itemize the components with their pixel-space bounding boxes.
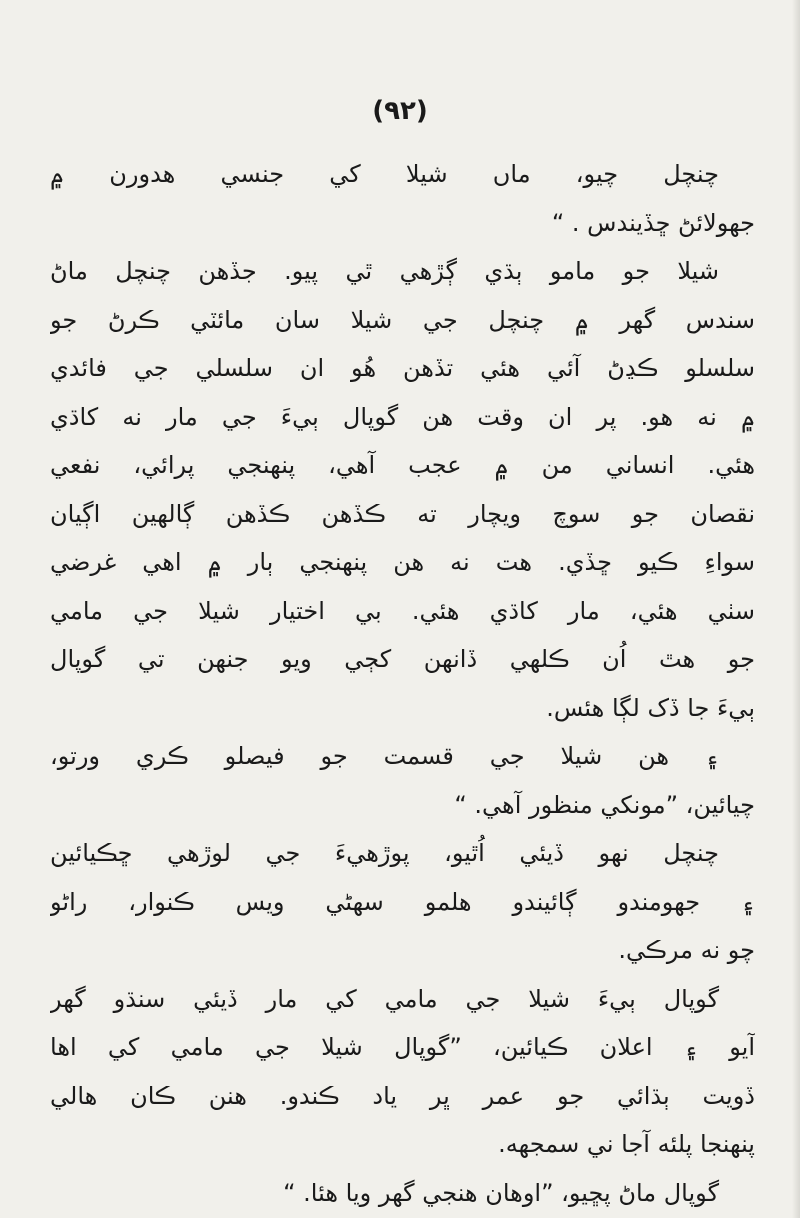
text-line: آيو ۽ اعلان ڪيائين، ”گوپال شيلا جي مامي کي اھا [50,1033,755,1061]
text-line: نقصان جو سوچ ويچار ته ڪڏھن ڪڏھن ڳالھين اڳيان [50,499,755,528]
text-line: ٻيءَ جا ڏک لڳا ھئس. [546,693,755,722]
text-line: سٺي ھئي، مار کاڌي ھئي. بي اختيار شيلا جي مامي [50,596,755,625]
text-line: سلسلو ڪڍڻ آئي ھئي تڏھن ھُو ان سلسلي جي فائدي [50,354,755,382]
page-number: (۹۲) [372,96,428,126]
text-line: چنچل نھو ڏيئي اُٿيو، پوڙھيءَ جي لوڙھي ڇڪيائين [50,839,719,867]
text-line: جھولائڻ ڇڏيندس . “ [551,208,755,237]
text-line: چنچل چيو، ماں شيلا کي جنسي ھدورن ۾ [50,160,719,188]
page-edge-shadow [792,0,800,1218]
text-line: سواءِ ڪيو ڇڏي. ھت نه ھن پنھنجي ٻار ۾ اھي غرضي [50,548,755,576]
text-line: سندس گھر ۾ چنچل جي شيلا سان مائٽي ڪرڻ جو [50,305,755,334]
page-body-text [50,150,755,1217]
text-line: ۾ نه ھو. پر ان وقت ھن گوپال ٻيءَ جي مار نه کاڌي [50,402,755,431]
text-line: گوپال ٻيءَ شيلا جي مامي کي مار ڏيئي سنڌو گھر [50,984,719,1013]
text-line: پنھنجا پلئه آجا ني سمجھه. [498,1130,755,1158]
text-line: ڏويت ٻڌائي جو عمر ڀر ياد ڪندو. ھنن ڪان ھالي [50,1081,755,1110]
text-line: چيائين، ”مونکي منظور آھي. “ [454,790,755,819]
text-line: ھئي. انساني من ۾ عجب آھي، پنھنجي پرائي، نفعي [50,451,755,479]
text-line: جو ھٿ اُن ڪلھي ڏانھن کڄي ويو جنھن تي گوپال [50,645,755,673]
text-line: چو نه مرڪي. [618,936,755,964]
text-line: ۽ جھومندو ڳائيندو ھلمو سھڻي ويس ڪنوار، راڻو [50,887,755,916]
text-line: شيلا جو مامو ٻڌي ڳڙھي ٿي پيو. جڏھن چنچل ماڻ [50,257,719,285]
text-line: ۽ ھن شيلا جي قسمت جو فيصلو ڪري ورتو، [50,742,719,770]
text-line: گوپال ماڻ پڇيو، ”اوھان ھنجي گھر ويا ھئا. “ [283,1178,719,1207]
